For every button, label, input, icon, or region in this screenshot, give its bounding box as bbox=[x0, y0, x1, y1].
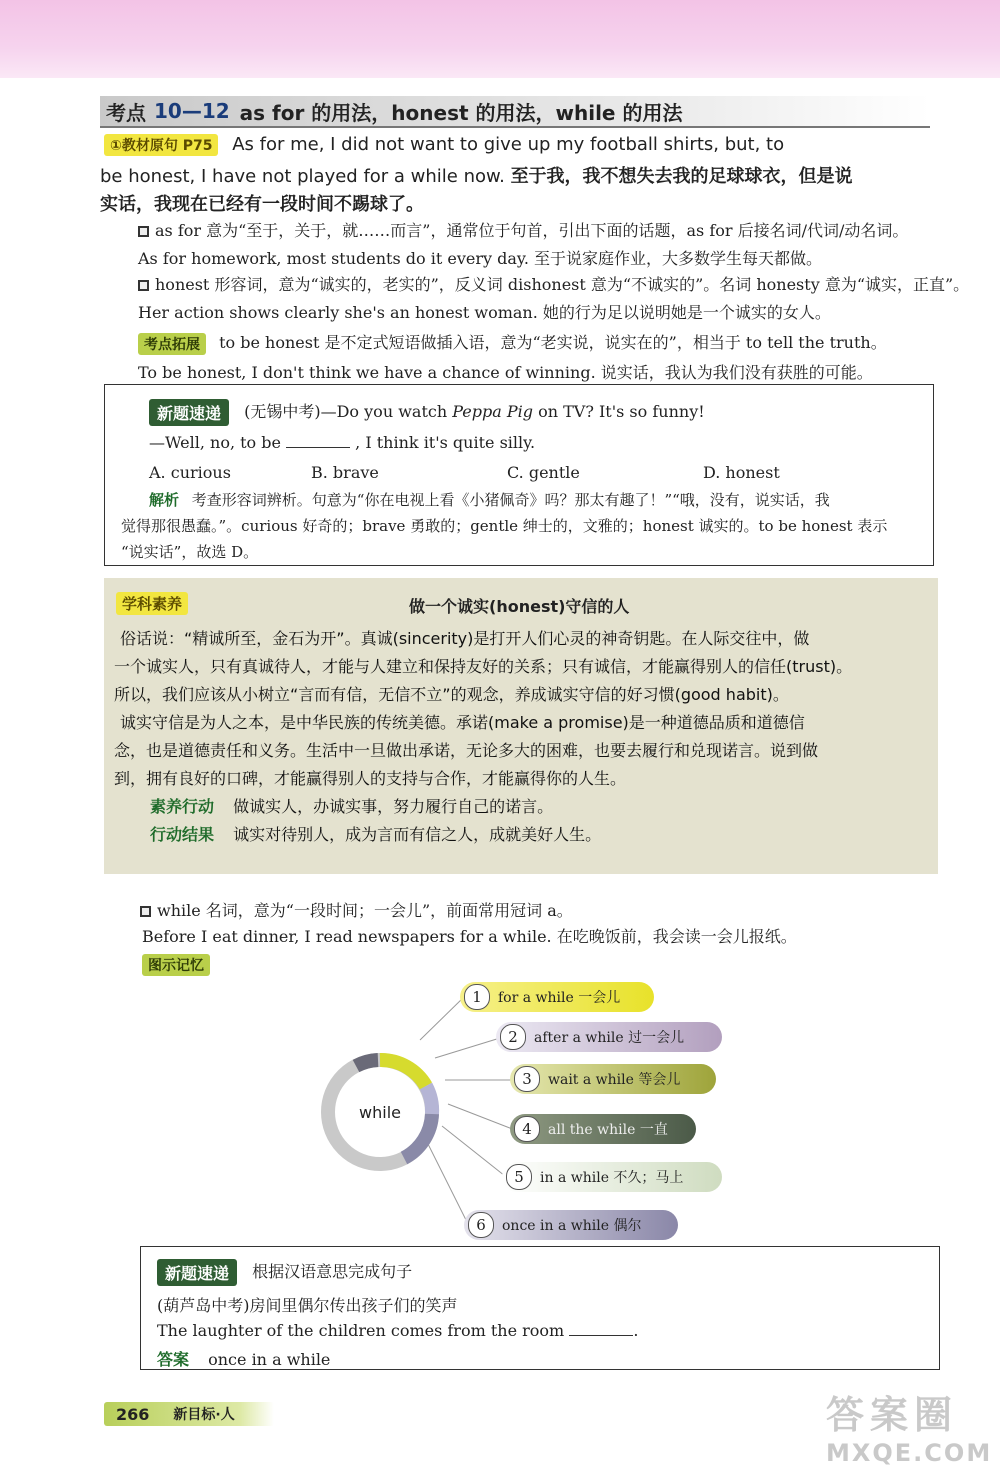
culture-tag-wrap bbox=[116, 592, 188, 615]
page-footer bbox=[104, 1402, 274, 1426]
quiz1-question-1: 新题速递 (无锡中考)—Do you watch Peppa Pig on TV? It's so funny! bbox=[149, 399, 705, 426]
section-number: 10—12 bbox=[154, 99, 230, 123]
diagram-item-4: 4 all the while 一直 bbox=[510, 1114, 696, 1144]
quiz2-sentence: The laughter of the children comes from the room . bbox=[157, 1321, 639, 1340]
original-sentence-tag: ①教材原句 P75 bbox=[104, 134, 218, 156]
answer-blank[interactable] bbox=[286, 433, 350, 448]
quiz1-tag: 新题速递 bbox=[149, 399, 229, 426]
item-number: 6 bbox=[468, 1212, 494, 1238]
watermark-bottom: MXQE.COM bbox=[826, 1439, 993, 1467]
culture-tag: 学科素养 bbox=[116, 592, 188, 615]
answer-blank[interactable] bbox=[569, 1321, 633, 1336]
diagram-center-label: while bbox=[359, 1103, 401, 1122]
watermark bbox=[826, 1384, 994, 1468]
diagram-tag: 图示记忆 bbox=[142, 954, 210, 976]
diagram-item-6: 6 once in a while 偶尔 bbox=[464, 1210, 678, 1240]
quiz1-question-2: —Well, no, to be , I think it's quite silly. bbox=[149, 433, 536, 452]
culture-line-1: 俗话说：“精诚所至，金石为开”。真诚(sincerity)是打开人们心灵的神奇钥匙。在人际交往中，做 bbox=[120, 629, 810, 648]
original-en-1: As for me, I did not want to give up my football shirts, but, to bbox=[232, 134, 785, 155]
section-title: as for 的用法，honest 的用法，while 的用法 bbox=[239, 100, 683, 125]
quiz1-analysis-1: 解析 考查形容词辨析。句意为“你在电视上看《小猪佩奇》吗？那太有趣了！”“哦，没有，说实话，我 bbox=[149, 491, 830, 509]
quiz1-option-c: C. gentle bbox=[507, 463, 580, 482]
note-asfor: as for 意为“至于，关于，就……而言”，通常位于句首，引出下面的话题，as for 后接名词/代词/动名词。 bbox=[138, 218, 908, 241]
culture-title: 做一个诚实(honest)守信的人 bbox=[409, 597, 630, 616]
culture-line-4: 诚实守信是为人之本，是中华民族的传统美德。承诺(make a promise)是一种道德品质和道德信 bbox=[120, 713, 805, 732]
note-expand-example: To be honest, I don't think we have a chance of winning. 说实话，我认为我们没有获胜的可能。 bbox=[138, 363, 873, 382]
quiz1-analysis-2: 觉得那很愚蠢。”。curious 好奇的；brave 勇敢的；gentle 绅士的，文雅的；honest 诚实的。to be honest 表示 bbox=[121, 517, 888, 535]
section-label: 考点 bbox=[106, 100, 146, 125]
quiz2-source: (葫芦岛中考)房间里偶尔传出孩子们的笑声 bbox=[157, 1296, 458, 1315]
culture-line-5: 念，也是道德责任和义务。生活中一旦做出承诺，无论多大的困难，也要去履行和兑现诺言。说到做 bbox=[114, 741, 819, 760]
original-line-2 bbox=[100, 162, 853, 188]
item-number: 2 bbox=[500, 1024, 526, 1050]
quiz1-option-a: A. curious bbox=[149, 463, 231, 482]
quiz2-header: 新题速递 根据汉语意思完成句子 bbox=[157, 1259, 412, 1286]
analysis-label: 解析 bbox=[149, 491, 180, 509]
original-en-2: be honest, I have not played for a while now. bbox=[100, 166, 505, 187]
section-header bbox=[100, 96, 930, 128]
expand-tag: 考点拓展 bbox=[138, 333, 206, 355]
ring-segment-dark bbox=[356, 1060, 378, 1066]
bullet-icon bbox=[140, 906, 151, 917]
culture-line-2: 一个诚实人，只有真诚待人，才能与人建立和保持友好的关系；只有诚信，才能赢得别人的信任(trust)。 bbox=[114, 657, 853, 676]
diagram-item-2: 2 after a while 过一会儿 bbox=[496, 1022, 722, 1052]
culture-result: 行动结果 诚实对待别人，成为言而有信之人，成就美好人生。 bbox=[150, 825, 602, 844]
quiz1-option-d: D. honest bbox=[703, 463, 780, 482]
quiz1-analysis-3: “说实话”，故选 D。 bbox=[121, 543, 259, 561]
watermark-top: 答案圈 bbox=[826, 1393, 959, 1437]
page-number: 266 bbox=[116, 1404, 150, 1424]
answer-label: 答案 bbox=[157, 1350, 190, 1369]
while-diagram bbox=[300, 980, 760, 1240]
note-honest: honest 形容词，意为“诚实的，老实的”，反义词 dishonest 意为“不诚实的”。名词 honesty 意为“诚实，正直”。 bbox=[138, 272, 969, 295]
note-while: while 名词，意为“一段时间；一会儿”，前面常用冠词 a。 bbox=[140, 898, 573, 921]
quiz-box-2 bbox=[140, 1246, 940, 1370]
original-cn-1: 至于我，我不想失去我的足球球衣，但是说 bbox=[510, 166, 853, 187]
diagram-item-1: 1 for a while 一会儿 bbox=[460, 982, 654, 1012]
note-expand: 考点拓展 to be honest 是不定式短语做插入语，意为“老实说，说实在的”，相当于 to tell the truth。 bbox=[138, 330, 887, 355]
item-number: 3 bbox=[514, 1066, 540, 1092]
action-label: 素养行动 bbox=[150, 797, 215, 816]
ring-segment-lavender bbox=[426, 1086, 432, 1114]
item-number: 1 bbox=[464, 984, 490, 1010]
note-honest-example: Her action shows clearly she's an honest woman. 她的行为足以说明她是一个诚实的女人。 bbox=[138, 303, 831, 322]
bullet-icon bbox=[138, 226, 149, 237]
quiz2-answer: 答案 once in a while bbox=[157, 1350, 331, 1369]
culture-line-6: 到，拥有良好的口碑，才能赢得别人的支持与合作，才能赢得你的人生。 bbox=[114, 769, 627, 788]
note-asfor-example: As for homework, most students do it every day. 至于说家庭作业，大多数学生每天都做。 bbox=[138, 249, 822, 268]
quiz1-option-b: B. brave bbox=[311, 463, 379, 482]
diagram-item-3: 3 wait a while 等会儿 bbox=[510, 1064, 716, 1094]
bullet-icon bbox=[138, 280, 149, 291]
item-number: 4 bbox=[514, 1116, 540, 1142]
original-cn-2: 实话，我现在已经有一段时间不踢球了。 bbox=[100, 194, 424, 215]
diagram-tag-wrap bbox=[142, 954, 210, 976]
culture-action: 素养行动 做诚实人，办诚实事，努力履行自己的诺言。 bbox=[150, 797, 554, 816]
quiz2-tag: 新题速递 bbox=[157, 1259, 237, 1286]
top-decorative-band bbox=[0, 0, 1000, 78]
diagram-item-5: 5 in a while 不久；马上 bbox=[502, 1162, 722, 1192]
original-line-1 bbox=[104, 134, 784, 156]
ring-segment-purple bbox=[404, 1114, 432, 1158]
result-label: 行动结果 bbox=[150, 825, 215, 844]
culture-box bbox=[104, 578, 938, 874]
quiz-box-1 bbox=[104, 384, 934, 566]
book-name: 新目标·人 bbox=[173, 1407, 235, 1423]
item-number: 5 bbox=[506, 1164, 532, 1190]
note-while-example: Before I eat dinner, I read newspapers for a while. 在吃晚饭前，我会读一会儿报纸。 bbox=[142, 927, 797, 946]
culture-line-3: 所以，我们应该从小树立“言而有信，无信不立”的观念，养成诚实守信的好习惯(good habit)。 bbox=[114, 685, 789, 704]
